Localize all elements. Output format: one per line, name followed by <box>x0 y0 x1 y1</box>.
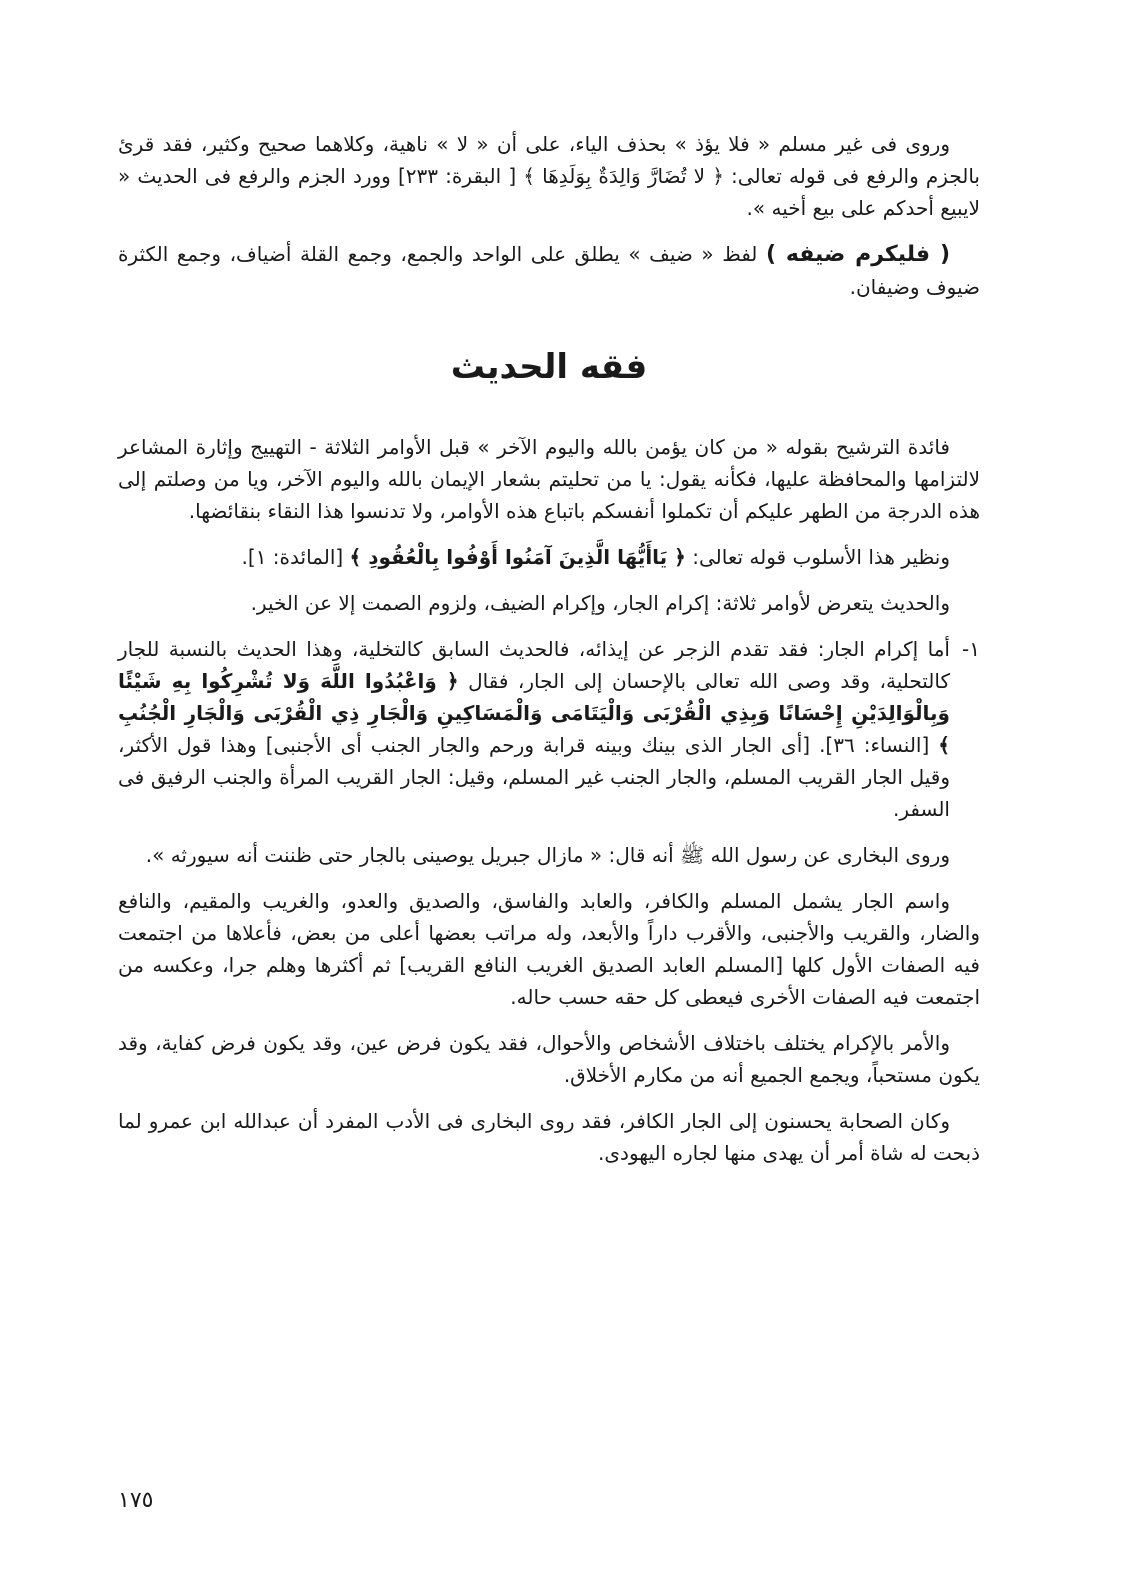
list-item-1-pre: أما إكرام الجار: فقد تقدم الزجر عن إيذائه، فالحديث السابق كالتخلية، وهذا الحديث بالنسبة للجار كالتحلية، وقد وصى الله تعالى بالإحسان إلى الجار، فقال <box>118 637 951 693</box>
paragraph-5 <box>118 587 980 619</box>
paragraph-6-text: وروى البخارى عن رسول الله ﷺ أنه قال: « مازال جبريل يوصينى بالجار حتى ظننت أنه سيورثه ». <box>145 843 950 867</box>
paragraph-2-text: لفظ « ضيف » يطلق على الواحد والجمع، وجمع القلة أضياف، وجمع الكثرة ضيوف وضيفان. <box>118 242 980 299</box>
paragraph-7 <box>118 885 980 1013</box>
section-heading: فقه الحديث <box>450 347 648 387</box>
paragraph-2 <box>118 238 980 303</box>
term-falyukrim-dayfahu: ( فليكرم ضيفه ) <box>765 242 950 267</box>
paragraph-1-text: وروى فى غير مسلم « فلا يؤذ » بحذف الياء، على أن « لا » ناهية، وكلاهما صحيح وكثير، فقد قرئ بالجزم والرفع فى قوله تعالى: ﴿ لا تُضَارَّ وَالِدَةٌ بِوَلَدِهَا ﴾ [ البقرة: ٢٣٣] وورد الجزم والرفع فى الحديث « لايبيع أحدكم على بيع أخيه ». <box>118 132 980 220</box>
paragraph-9-text: وكان الصحابة يحسنون إلى الجار الكافر، فقد روى البخارى فى الأدب المفرد أن عبدالله ابن عمرو لما ذبحت له شاة أمر أن يهدى منها لجاره اليهودى. <box>118 1109 980 1165</box>
paragraph-3-text: فائدة الترشيح بقوله « من كان يؤمن بالله واليوم الآخر » قبل الأوامر الثلاثة - التهييج وإثارة المشاعر لالتزامها والمحافظة عليها، فكأنه يقول: يا من تحليتم بشعار الإيمان بالله واليوم الآخر، ويا من وصلتم إلى هذه الدرجة من الطهر عليكم أن تكملوا أنفسكم باتباع هذه الأوامر، ولا تدنسوا هذا النقاء بنقائضها. <box>118 435 980 523</box>
paragraph-8-text: والأمر بالإكرام يختلف باختلاف الأشخاص والأحوال، فقد يكون فرض عين، وقد يكون فرض كفاية، وقد يكون مستحباً، ويجمع الجميع أنه من مكارم الأخلاق. <box>118 1031 980 1087</box>
page-body <box>118 128 980 1183</box>
paragraph-4 <box>118 541 980 573</box>
paragraph-4-post: [المائدة: ١]. <box>241 545 350 569</box>
list-item-text <box>118 633 950 825</box>
paragraph-6 <box>118 839 980 871</box>
paragraph-7-text: واسم الجار يشمل المسلم والكافر، والعابد والفاسق، والصديق والعدو، والغريب والمقيم، والنافع والضار، والقريب والأجنبى، والأقرب داراً والأبعد، وله مراتب بعضها أعلى من بعض، فأعلاها من اجتمعت فيه الصفات الأول كلها [المسلم العابد الصديق الغريب النافع القريب] ثم أكثرها وهلم جرا، وعكسه من اجتمعت فيه الصفات الأخرى فيعطى كل حقه حسب حاله. <box>118 889 980 1009</box>
page-number: ١٧٥ <box>118 1488 154 1513</box>
paragraph-8 <box>118 1027 980 1091</box>
list-item-1 <box>118 633 980 825</box>
paragraph-5-text: والحديث يتعرض لأوامر ثلاثة: إكرام الجار، وإكرام الضيف، ولزوم الصمت إلا عن الخير. <box>250 591 950 615</box>
paragraph-4-pre: ونظير هذا الأسلوب قوله تعالى: <box>685 545 950 569</box>
list-item-1-post: [النساء: ٣٦]. [أى الجار الذى بينك وبينه قرابة ورحم والجار الجنب أى الأجنبى] وهذا قول الأكثر، وقيل الجار القريب المسلم، والجار الجنب غير المسلم، وقيل: الجار القريب المرأة والجنب الرفيق فى السفر. <box>118 733 950 821</box>
paragraph-3 <box>118 431 980 527</box>
paragraph-9 <box>118 1105 980 1169</box>
list-item-number: ١- <box>962 637 980 661</box>
quran-verse-nisa: ﴿ وَاعْبُدُوا اللَّهَ وَلا تُشْرِكُوا بِهِ شَيْئًا وَبِالْوَالِدَيْنِ إِحْسَانًا وَبِذِي الْقُرْبَى وَالْيَتَامَى وَالْمَسَاكِينِ وَالْجَارِ ذِي الْقُرْبَى وَالْجَارِ الْجُنُبِ ﴾ <box>118 669 951 757</box>
paragraph-1 <box>118 128 980 224</box>
quran-verse-maidah: ﴿ يَاأَيُّهَا الَّذِينَ آمَنُوا أَوْفُوا بِالْعُقُودِ ﴾ <box>349 545 686 569</box>
